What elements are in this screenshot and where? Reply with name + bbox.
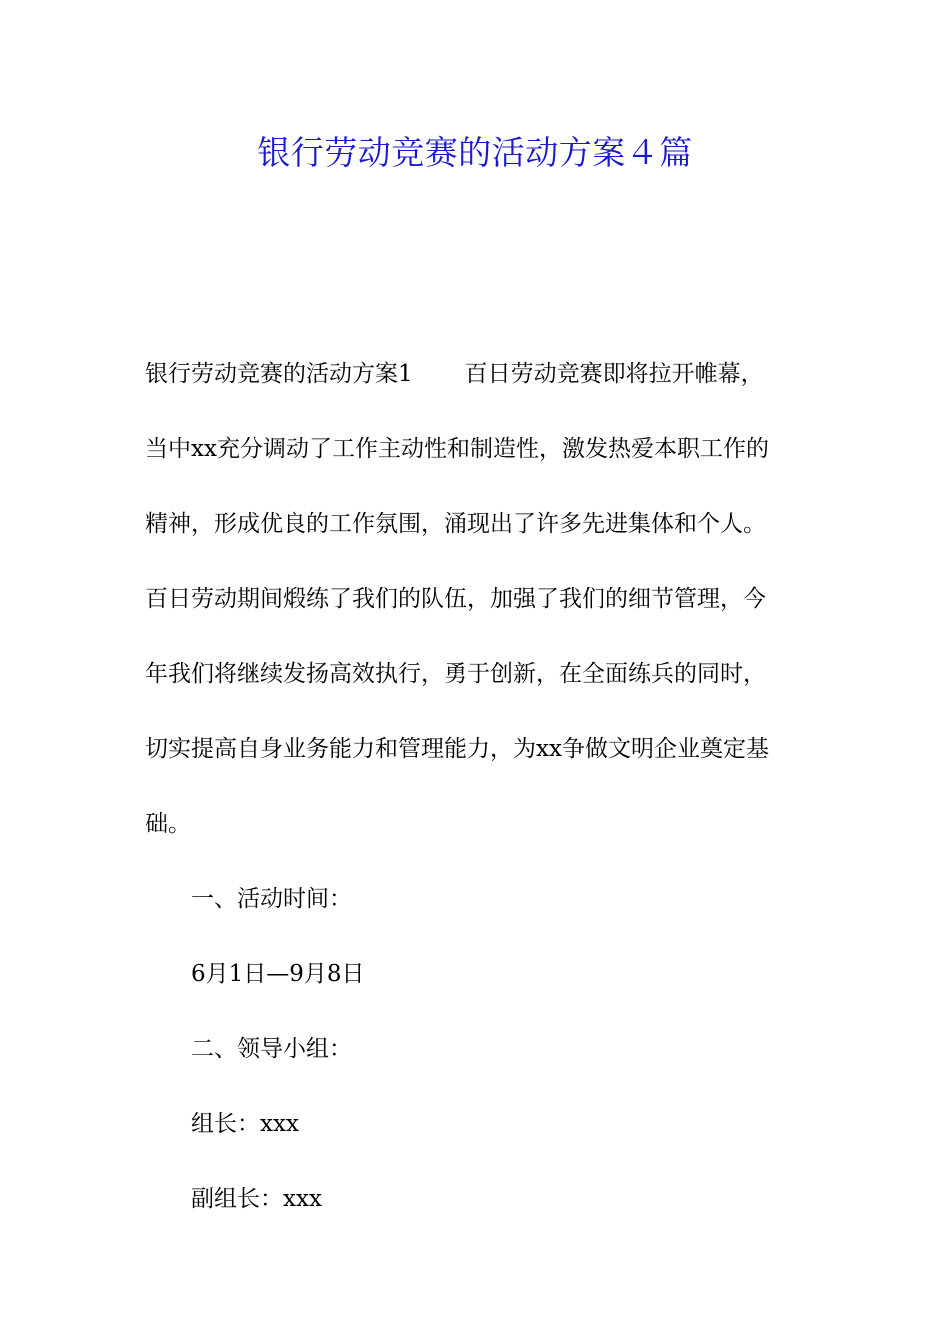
activity-time-value: 6月1日—9月8日 — [191, 961, 365, 987]
paragraph-line: 百日劳动期间煅练了我们的队伍，加强了我们的细节管理，今 — [145, 586, 766, 612]
section-heading: 银行劳动竞赛的活动方案1 — [145, 361, 413, 387]
group-leader: 组长：xxx — [191, 1111, 299, 1137]
paragraph-line: 当中xx充分调动了工作主动性和制造性，激发热爱本职工作的 — [145, 436, 769, 462]
leadership-group-heading: 二、领导小组： — [191, 1036, 352, 1062]
document-title: 银行劳动竞赛的活动方案４篇 — [257, 133, 693, 172]
deputy-group-leader: 副组长：xxx — [191, 1186, 322, 1212]
paragraph-line: 年我们将继续发扬高效执行，勇于创新，在全面练兵的同时， — [145, 661, 766, 687]
paragraph-line: 精神，形成优良的工作氛围，涌现出了许多先进集体和个人。 — [145, 511, 766, 537]
paragraph-line: 础。 — [145, 811, 191, 837]
document-body — [145, 337, 810, 1237]
paragraph-text: 百日劳动竞赛即将拉开帷幕， — [464, 361, 764, 387]
paragraph-line-first — [145, 337, 810, 412]
paragraph-line: 切实提高自身业务能力和管理能力，为xx争做文明企业奠定基 — [145, 736, 769, 762]
activity-time-heading: 一、活动时间： — [191, 886, 352, 912]
